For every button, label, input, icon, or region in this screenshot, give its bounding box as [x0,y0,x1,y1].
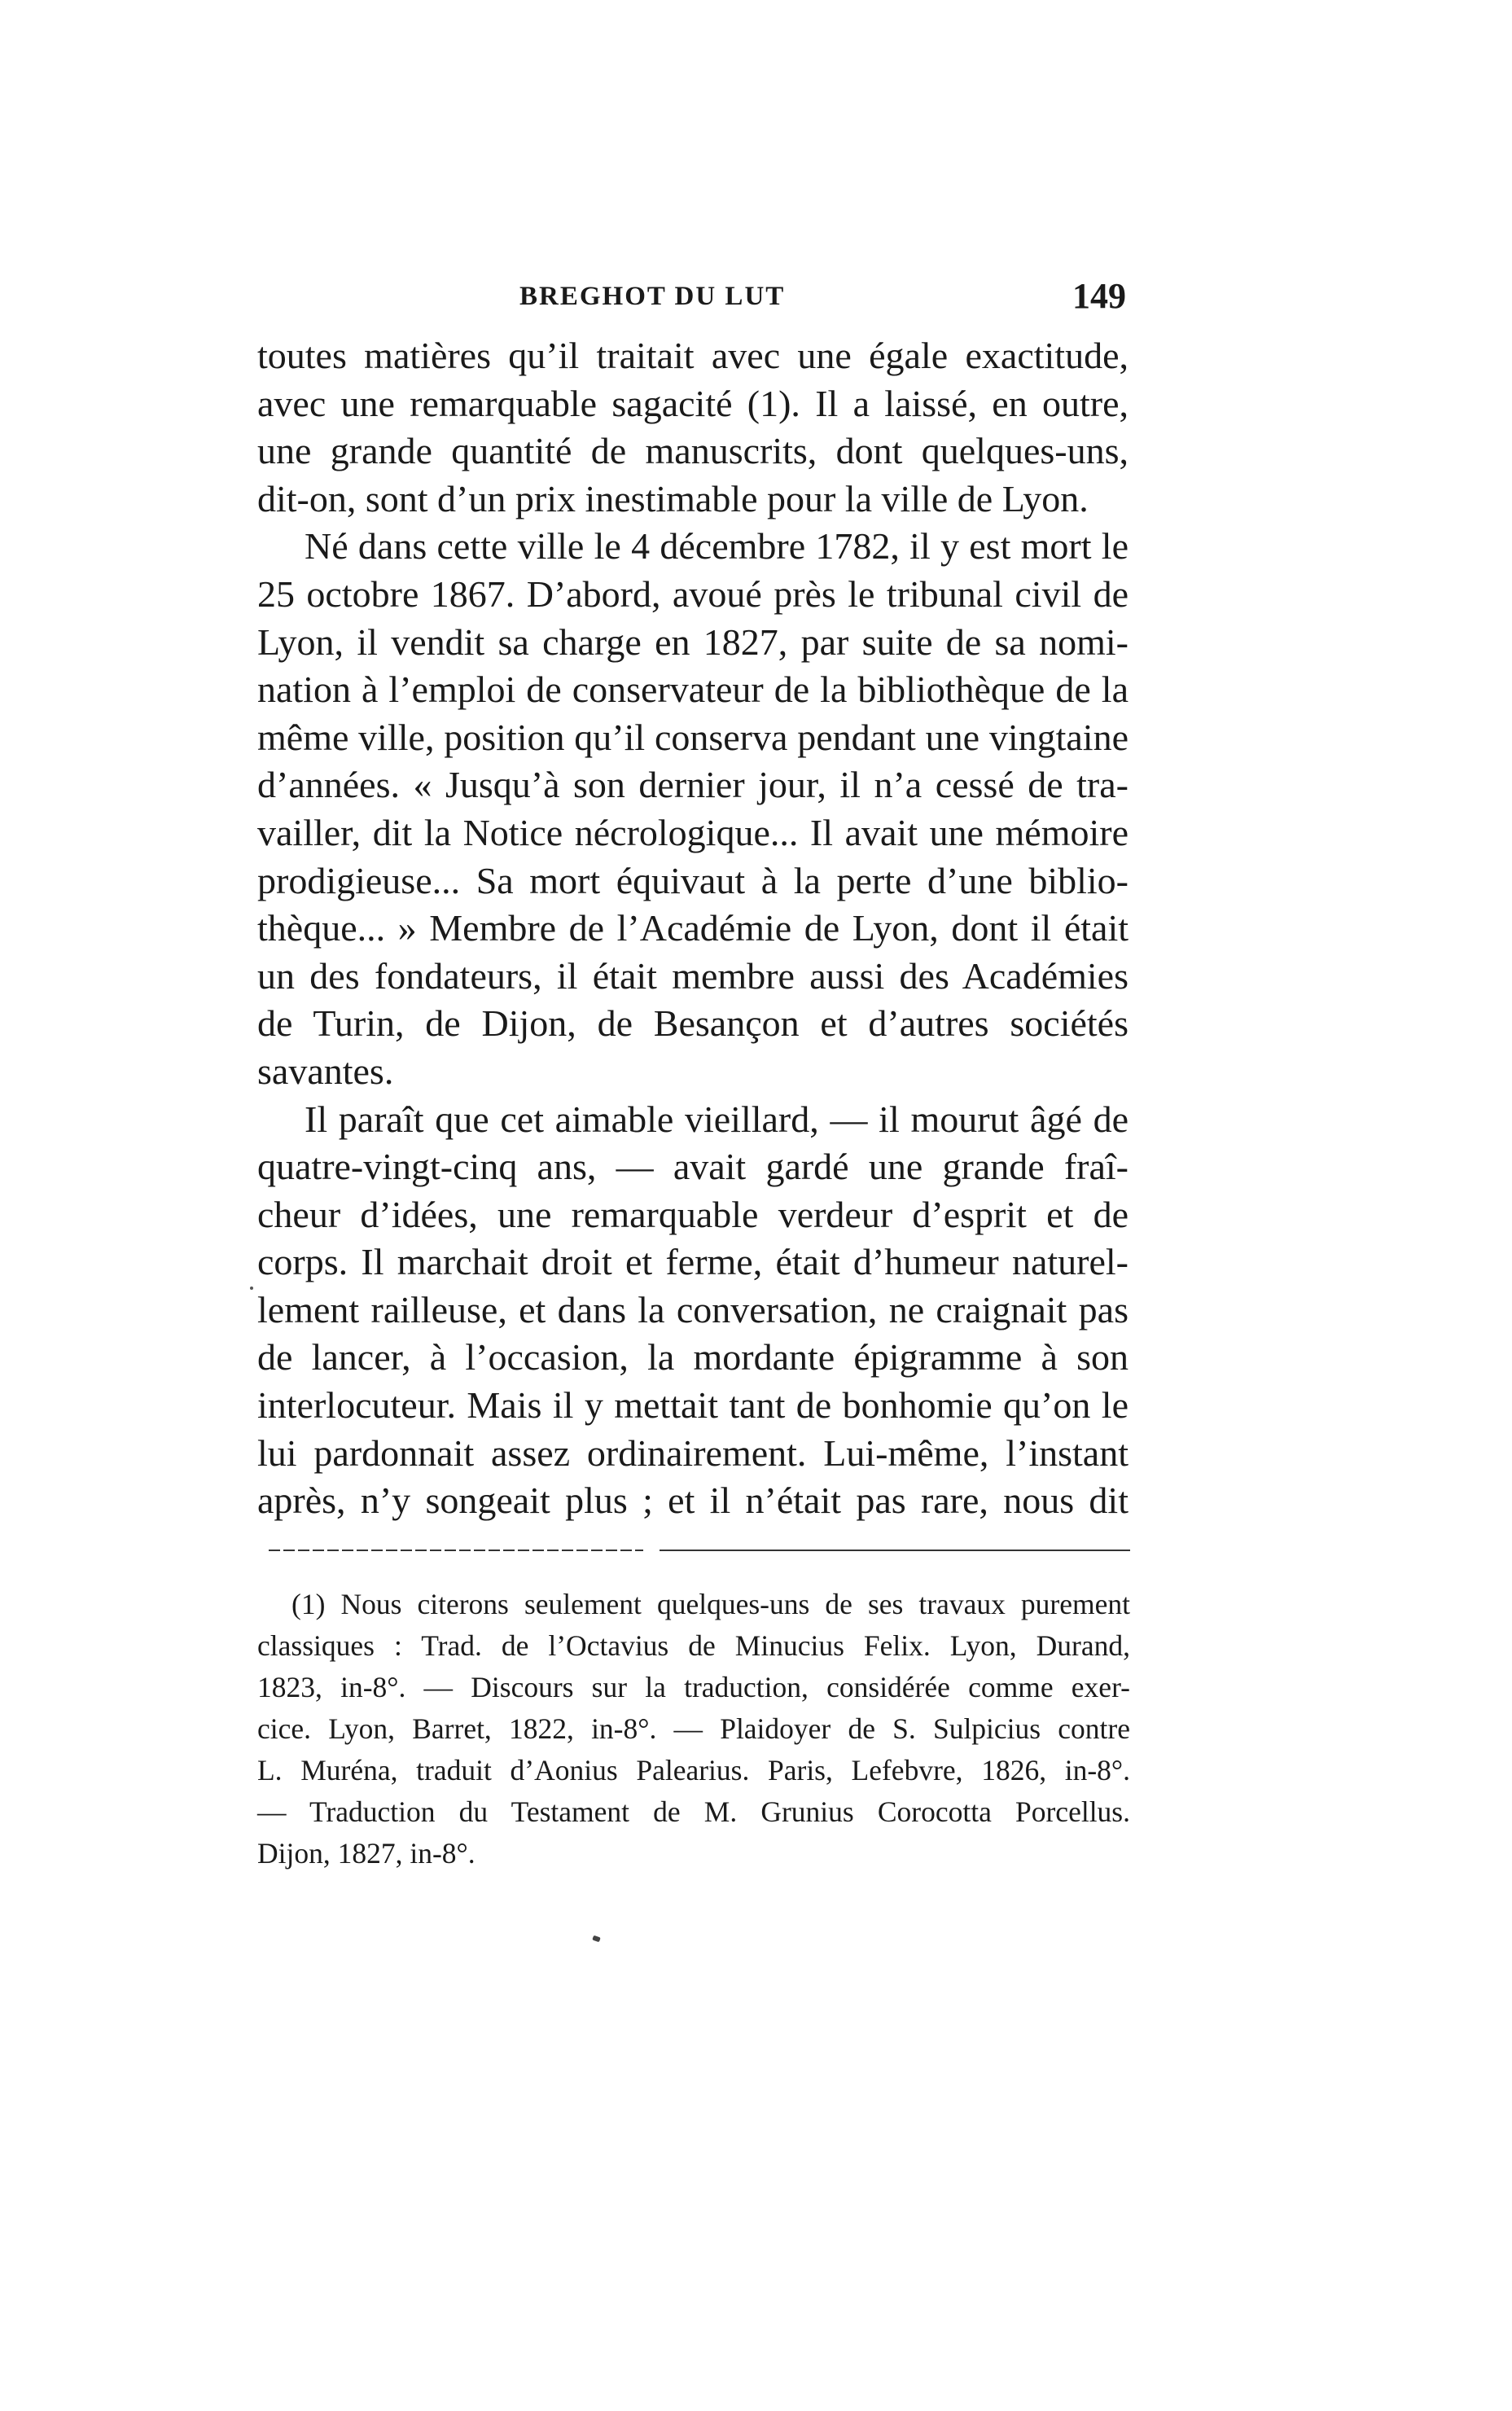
footnote-line: (1) Nous citerons seulement quelques-uns de ses travaux purement [291,1588,1130,1620]
text-line: toutes matières qu’il traitait avec une égale exactitude, [257,335,1129,376]
text-line: de lancer, à l’occasion, la mordante épigramme à son [257,1336,1129,1379]
text-line: lement railleuse, et dans la conversation, ne craignait pas [257,1288,1129,1330]
text-line: thèque... » Membre de l’Académie de Lyon, dont il était [257,907,1129,949]
margin-mark [250,1287,253,1290]
text-line: vailler, dit la Notice nécrologique... Il avait une mémoire [257,811,1129,853]
footnote-line: L. Muréna, traduit d’Aonius Palearius. Paris, Lefebvre, 1826, in-8°. [257,1754,1130,1786]
text-line: interlocuteur. Mais il y mettait tant de bonhomie qu’on le [257,1384,1129,1427]
text-line: savantes. [257,1050,394,1092]
text-line: Né dans cette ville le 4 décembre 1782, il y est mort le [305,525,1129,568]
text-line: d’années. « Jusqu’à son dernier jour, il n’a cessé de tra- [257,764,1129,806]
text-line: lui pardonnait assez ordinairement. Lui-même, l’instant [257,1431,1129,1474]
text-line: après, n’y songeait plus ; et il n’était pas rare, nous dit [257,1479,1129,1522]
ink-speck [592,1935,601,1943]
text-line: même ville, position qu’il conserva pendant une vingtaine [257,716,1129,758]
text-line: une grande quantité de manuscrits, dont quelques-uns, [257,430,1129,472]
text-line: Lyon, il vendit sa charge en 1827, par suite de sa nomi- [257,620,1129,663]
text-line: quatre-vingt-cinq ans, — avait gardé une grande fraî- [257,1146,1129,1188]
text-line: cheur d’idées, une remarquable verdeur d’esprit et de [257,1193,1129,1235]
text-line: Il paraît que cet aimable vieillard, — il mourut âgé de [305,1098,1129,1140]
footnote-line: — Traduction du Testament de M. Grunius Corocotta Porcellus. [257,1795,1130,1828]
text-line: nation à l’emploi de conservateur de la bibliothèque de la [257,669,1129,711]
text-line: un des fondateurs, il était membre aussi des Académies [257,954,1129,997]
running-head: BREGHOT DU LUT [519,282,786,311]
page-header [259,275,1126,324]
text-line: corps. Il marchait droit et ferme, était d’humeur naturel- [257,1241,1129,1283]
body-text [257,332,1129,1525]
footnote-line: classiques : Trad. de l’Octavius de Minucius Felix. Lyon, Durand, [257,1629,1130,1662]
footnote-rule-left [269,1550,643,1551]
text-line: 25 octobre 1867. D’abord, avoué près le tribunal civil de [257,572,1129,615]
text-line: dit-on, sont d’un prix inestimable pour la ville de Lyon. [257,477,1089,519]
footnote-rule-right [660,1550,1130,1551]
text-line: de Turin, de Dijon, de Besançon et d’autres sociétés [257,1002,1129,1045]
text-line: prodigieuse... Sa mort équivaut à la perte d’une biblio- [257,859,1129,901]
text-line: avec une remarquable sagacité (1). Il a laissé, en outre, [257,382,1129,424]
footnote-line: Dijon, 1827, in-8°. [257,1837,476,1870]
footnote-line: cice. Lyon, Barret, 1822, in-8°. — Plaidoyer de S. Sulpicius contre [257,1712,1130,1745]
footnote-line: 1823, in-8°. — Discours sur la traduction, considérée comme exer- [257,1671,1130,1703]
page-number: 149 [1072,276,1126,316]
footnotes [257,1584,1130,1874]
